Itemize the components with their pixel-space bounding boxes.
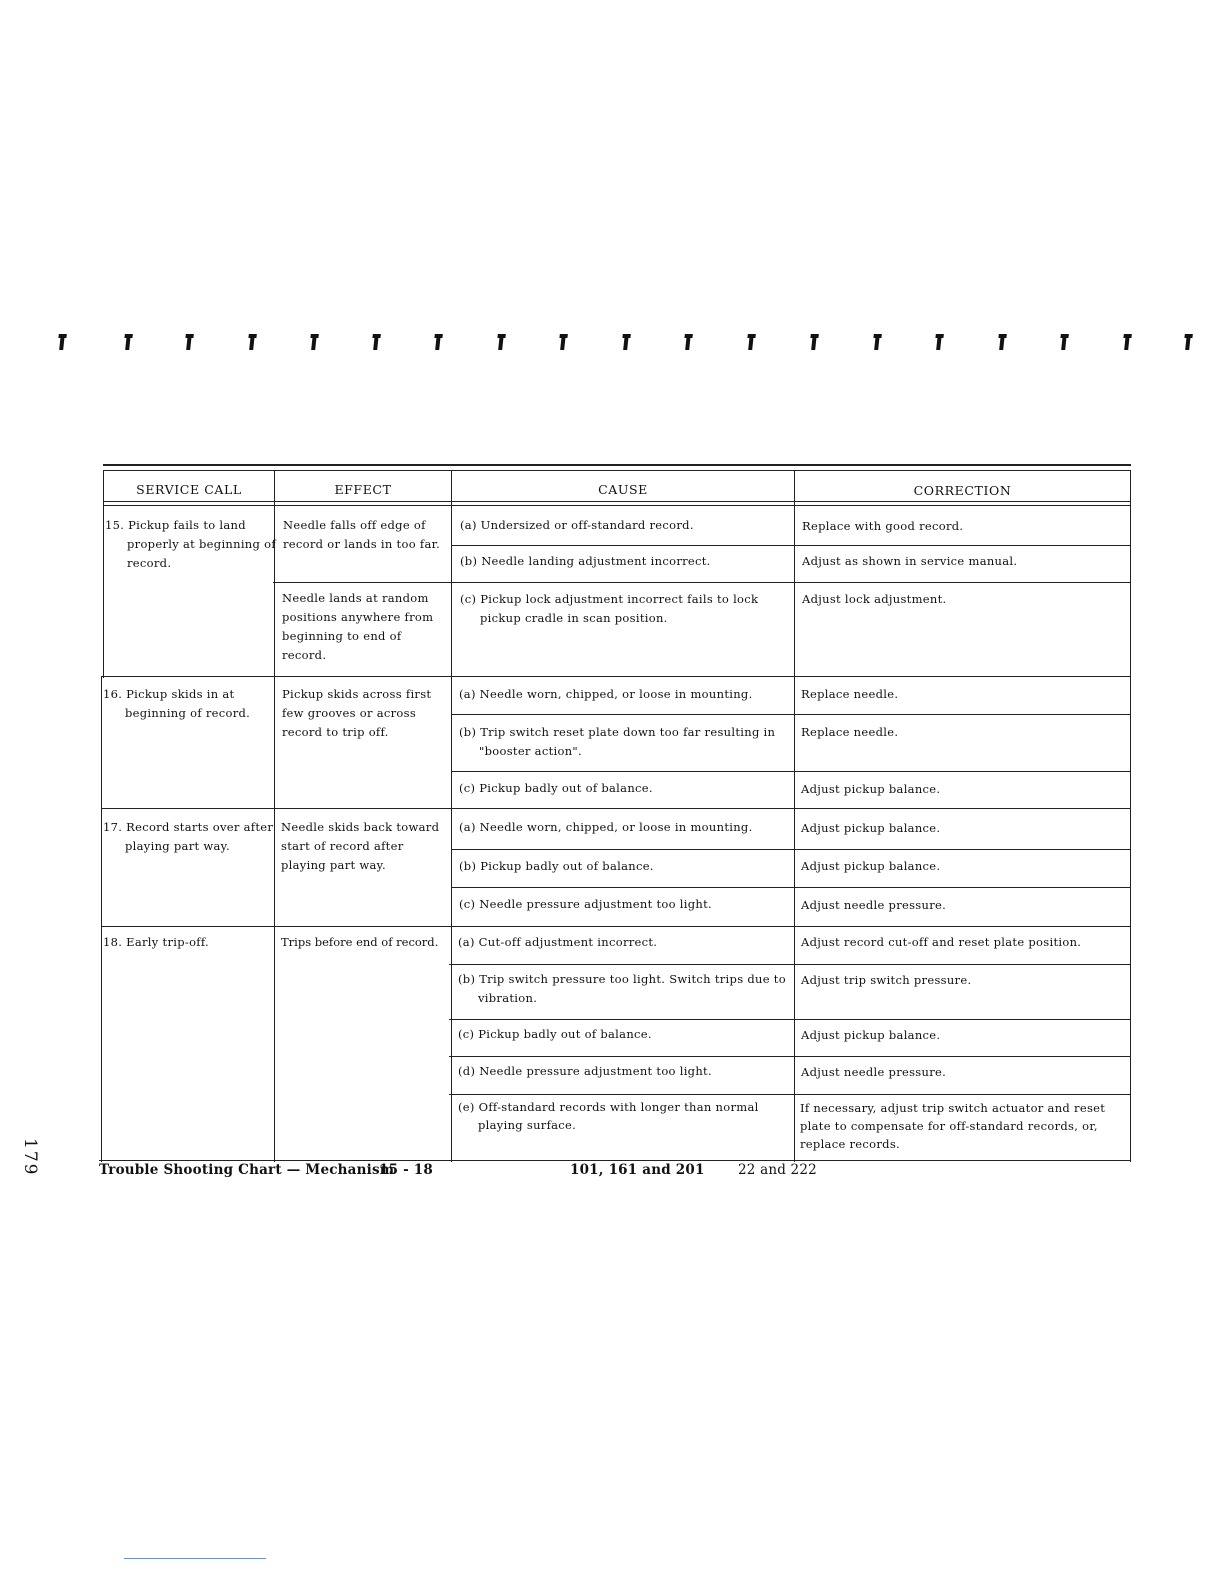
- cause-15b: (b) Needle landing adjustment incorrect.: [460, 554, 711, 568]
- cause-15a: (a) Undersized or off-standard record.: [460, 518, 694, 532]
- punch-mark: [59, 334, 65, 350]
- cause-18c: (c) Pickup badly out of balance.: [458, 1027, 652, 1041]
- punch-mark: [125, 334, 131, 350]
- punch-mark: [1061, 334, 1067, 350]
- punch-mark: [498, 334, 504, 350]
- punch-mark: [936, 334, 942, 350]
- footer-pages: 15 - 18: [379, 1162, 433, 1178]
- punch-mark: [249, 334, 255, 350]
- page-number: 179: [20, 1138, 40, 1177]
- cause-18a: (a) Cut-off adjustment incorrect.: [458, 935, 658, 949]
- correction-16b: Replace needle.: [801, 725, 899, 739]
- effect-15b: Needle lands at random positions anywhere from beginning to end of record.: [282, 591, 434, 662]
- correction-16a: Replace needle.: [801, 687, 899, 701]
- effect-16: Pickup skids across first few grooves or across record to trip off.: [282, 687, 432, 739]
- row-rule: [451, 545, 1131, 546]
- header-effect: EFFECT: [334, 482, 392, 497]
- header-bottom-rule-2: [103, 505, 1131, 506]
- col-rule: [794, 470, 795, 1162]
- correction-18e: If necessary, adjust trip switch actuator and reset plate to compensate for off-standard records, or, replace records.: [800, 1101, 1106, 1151]
- punch-mark: [311, 334, 317, 350]
- footer-models-2: 22 and 222: [738, 1162, 817, 1178]
- correction-15c: Adjust lock adjustment.: [802, 592, 947, 606]
- cause-15c: (c) Pickup lock adjustment incorrect fails to lock pickup cradle in scan position.: [460, 592, 759, 625]
- correction-16c: Adjust pickup balance.: [801, 782, 941, 796]
- punch-mark: [874, 334, 880, 350]
- punch-mark: [1185, 334, 1191, 350]
- table-bottom-rule: [99, 1160, 1131, 1161]
- cause-18d: (d) Needle pressure adjustment too light.: [458, 1064, 712, 1078]
- cause-17b: (b) Pickup badly out of balance.: [459, 859, 654, 873]
- row-rule: [451, 714, 1131, 715]
- header-correction: CORRECTION: [913, 483, 1012, 498]
- footer-title: Trouble Shooting Chart — Mechanism: [99, 1162, 395, 1178]
- cause-16c: (c) Pickup badly out of balance.: [459, 781, 653, 795]
- header-bottom-rule: [103, 501, 1131, 502]
- punch-mark: [999, 334, 1005, 350]
- table-top-rule: [103, 464, 1131, 466]
- cause-18e: (e) Off-standard records with longer than normal playing surface.: [458, 1100, 759, 1132]
- correction-17c: Adjust needle pressure.: [801, 898, 947, 912]
- cause-17a: (a) Needle worn, chipped, or loose in mounting.: [459, 820, 753, 834]
- correction-17b: Adjust pickup balance.: [801, 859, 941, 873]
- correction-18d: Adjust needle pressure.: [801, 1065, 947, 1079]
- effect-17: Needle skids back toward start of record after playing part way.: [281, 820, 440, 872]
- row-rule: [449, 964, 1131, 965]
- punch-mark: [1124, 334, 1130, 350]
- service-call-16: 16. Pickup skids in at beginning of record.: [103, 687, 251, 720]
- correction-18b: Adjust trip switch pressure.: [801, 973, 972, 987]
- row-rule: [273, 582, 1131, 583]
- correction-15b: Adjust as shown in service manual.: [802, 554, 1018, 568]
- header-cause: CAUSE: [598, 482, 648, 497]
- group-rule: [101, 676, 1131, 677]
- punch-mark: [685, 334, 691, 350]
- effect-15a: Needle falls off edge of record or lands in too far.: [283, 518, 441, 551]
- stray-rule: [124, 1558, 266, 1559]
- col-rule: [103, 470, 104, 678]
- col-rule: [451, 470, 452, 1162]
- row-rule: [451, 849, 1131, 850]
- col-rule: [1130, 470, 1131, 1162]
- table-top-rule-thin: [103, 470, 1131, 471]
- punch-mark: [435, 334, 441, 350]
- service-call-15: 15. Pickup fails to land properly at beginning of record.: [105, 518, 276, 570]
- row-rule: [449, 1019, 1131, 1020]
- punch-mark: [811, 334, 817, 350]
- correction-18c: Adjust pickup balance.: [801, 1028, 941, 1042]
- col-rule: [101, 676, 102, 1162]
- correction-18a: Adjust record cut-off and reset plate position.: [801, 935, 1082, 949]
- footer-models: 101, 161 and 201: [570, 1162, 705, 1178]
- cause-16a: (a) Needle worn, chipped, or loose in mounting.: [459, 687, 753, 701]
- cause-17c: (c) Needle pressure adjustment too light.: [459, 897, 713, 911]
- row-rule: [451, 771, 1131, 772]
- service-call-17: 17. Record starts over after playing part way.: [103, 820, 274, 853]
- punch-mark: [186, 334, 192, 350]
- header-service-call: SERVICE CALL: [136, 482, 242, 497]
- punch-mark: [560, 334, 566, 350]
- cause-18b: (b) Trip switch pressure too light. Switch trips due to vibration.: [458, 972, 786, 1005]
- punch-mark: [748, 334, 754, 350]
- correction-17a: Adjust pickup balance.: [801, 821, 941, 835]
- row-rule: [451, 887, 1131, 888]
- correction-15a: Replace with good record.: [802, 519, 964, 533]
- punch-mark: [623, 334, 629, 350]
- group-rule: [101, 808, 1131, 809]
- effect-18: Trips before end of record.: [281, 935, 439, 949]
- col-rule: [274, 470, 275, 1162]
- row-rule: [449, 1056, 1131, 1057]
- row-rule: [449, 1094, 1131, 1095]
- cause-16b: (b) Trip switch reset plate down too far resulting in "booster action".: [459, 725, 776, 758]
- service-call-18: 18. Early trip-off.: [103, 935, 209, 949]
- group-rule: [101, 926, 1131, 927]
- punch-mark: [373, 334, 379, 350]
